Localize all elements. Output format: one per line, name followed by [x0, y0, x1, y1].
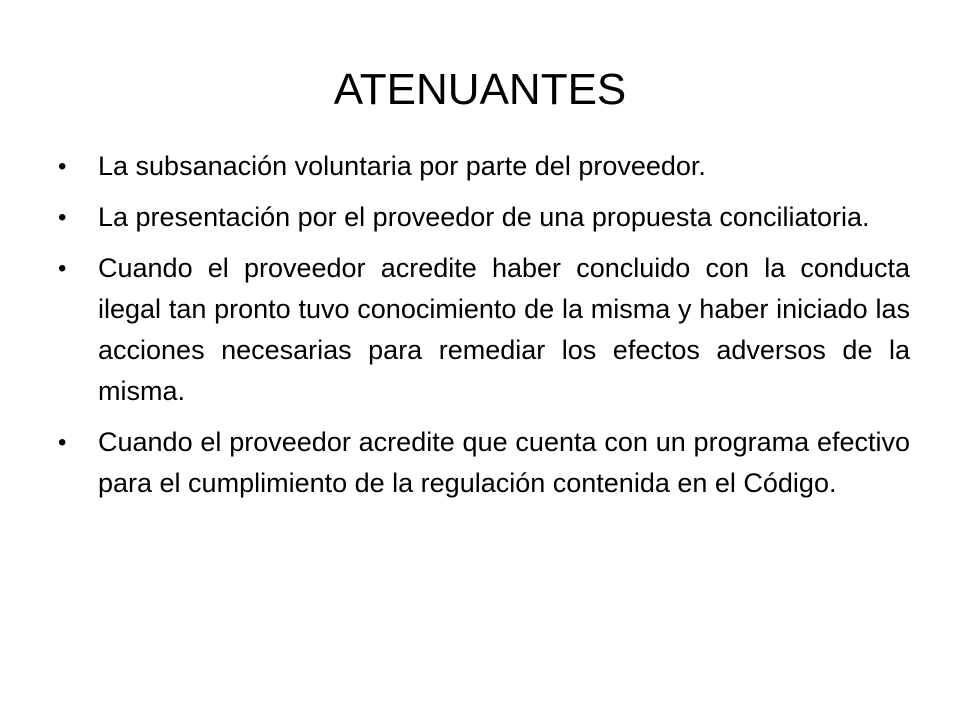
bullet-item: [58, 197, 910, 238]
bullet-icon: •: [58, 153, 67, 180]
bullet-item: [58, 146, 910, 187]
bullet-icon: •: [58, 429, 67, 456]
slide-title: ATENUANTES: [333, 65, 627, 114]
bullet-text: La subsanación voluntaria por parte del proveedor.: [98, 151, 706, 181]
bullet-icon: •: [58, 255, 67, 282]
bullet-icon: •: [58, 204, 67, 231]
bullet-text: Cuando el proveedor acredite haber concluido con la conducta ilegal tan pronto tuvo conocimiento de la misma y haber iniciado las acciones necesarias para remediar los efectos adversos de la misma.: [98, 253, 910, 406]
bullet-list: [58, 146, 910, 514]
bullet-item: [58, 248, 910, 412]
bullet-item: [58, 422, 910, 504]
bullet-text: La presentación por el proveedor de una propuesta conciliatoria.: [98, 202, 870, 232]
bullet-text: Cuando el proveedor acredite que cuenta con un programa efectivo para el cumplimiento de la regulación contenida en el Código.: [98, 427, 910, 498]
